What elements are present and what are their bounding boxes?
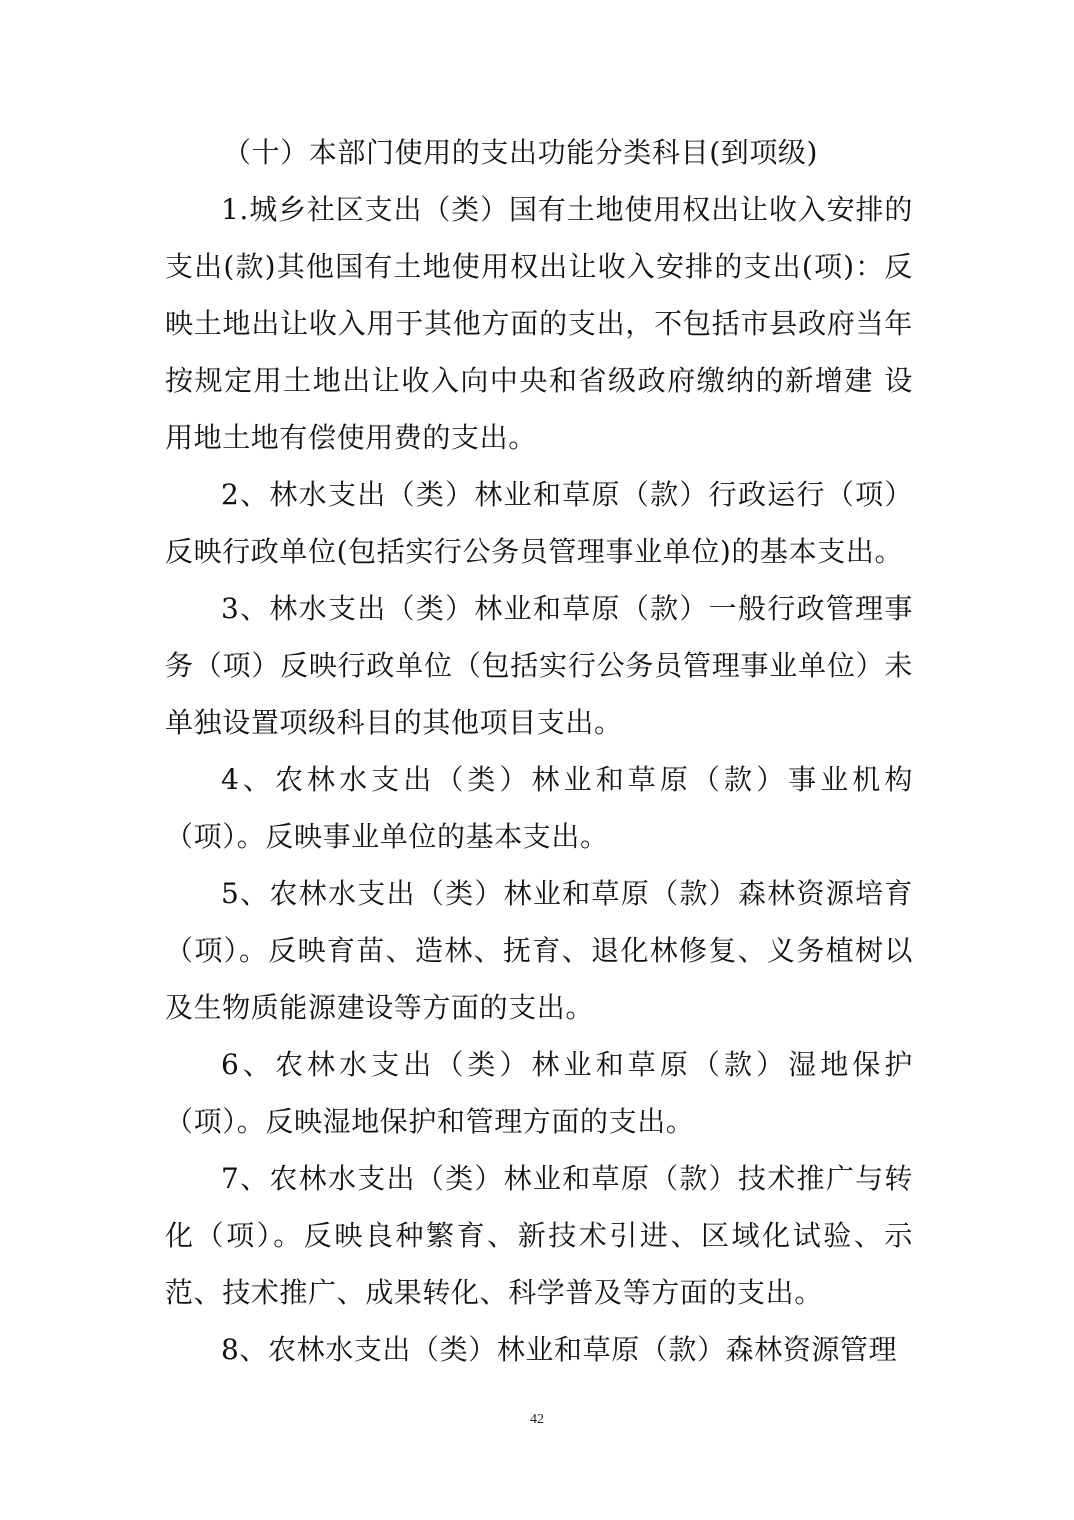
paragraph-8: 8、农林水支出（类）林业和草原（款）森林资源管理 (221, 1333, 898, 1366)
paragraph-5: 5、农林水支出（类）林业和草原（款）森林资源培育（项）。反映育苗、造林、抚育、退化林修复、义务植树以及生物质能源建设等方面的支出。 (165, 877, 913, 1024)
paragraph-4: 4、农林水支出（类）林业和草原（款）事业机构（项）。反映事业单位的基本支出。 (165, 763, 913, 853)
document-body (165, 124, 913, 1378)
section-heading: （十）本部门使用的支出功能分类科目(到项级) (223, 136, 819, 169)
paragraph-7: 7、农林水支出（类）林业和草原（款）技术推广与转化（项）。反映良种繁育、新技术引进、区域化试验、示范、技术推广、成果转化、科学普及等方面的支出。 (165, 1162, 913, 1309)
paragraph-6: 6、农林水支出（类）林业和草原（款）湿地保护（项）。反映湿地保护和管理方面的支出。 (165, 1048, 913, 1138)
paragraph-3: 3、林水支出（类）林业和草原（款）一般行政管理事务（项）反映行政单位（包括实行公务员管理事业单位）未单独设置项级科目的其他项目支出。 (165, 592, 913, 739)
page-number: 42 (530, 1412, 544, 1427)
paragraph-2: 2、林水支出（类）林业和草原（款）行政运行（项）反映行政单位(包括实行公务员管理事业单位)的基本支出。 (165, 478, 913, 568)
paragraph-1: 1.城乡社区支出（类）国有土地使用权出让收入安排的支出(款)其他国有土地使用权出让收入安排的支出(项)：反映土地出让收入用于其他方面的支出，不包括市县政府当年按规定用土地出让收入向中央和省级政府缴纳的新增建 设用地土地有偿使用费的支出。 (165, 193, 913, 454)
